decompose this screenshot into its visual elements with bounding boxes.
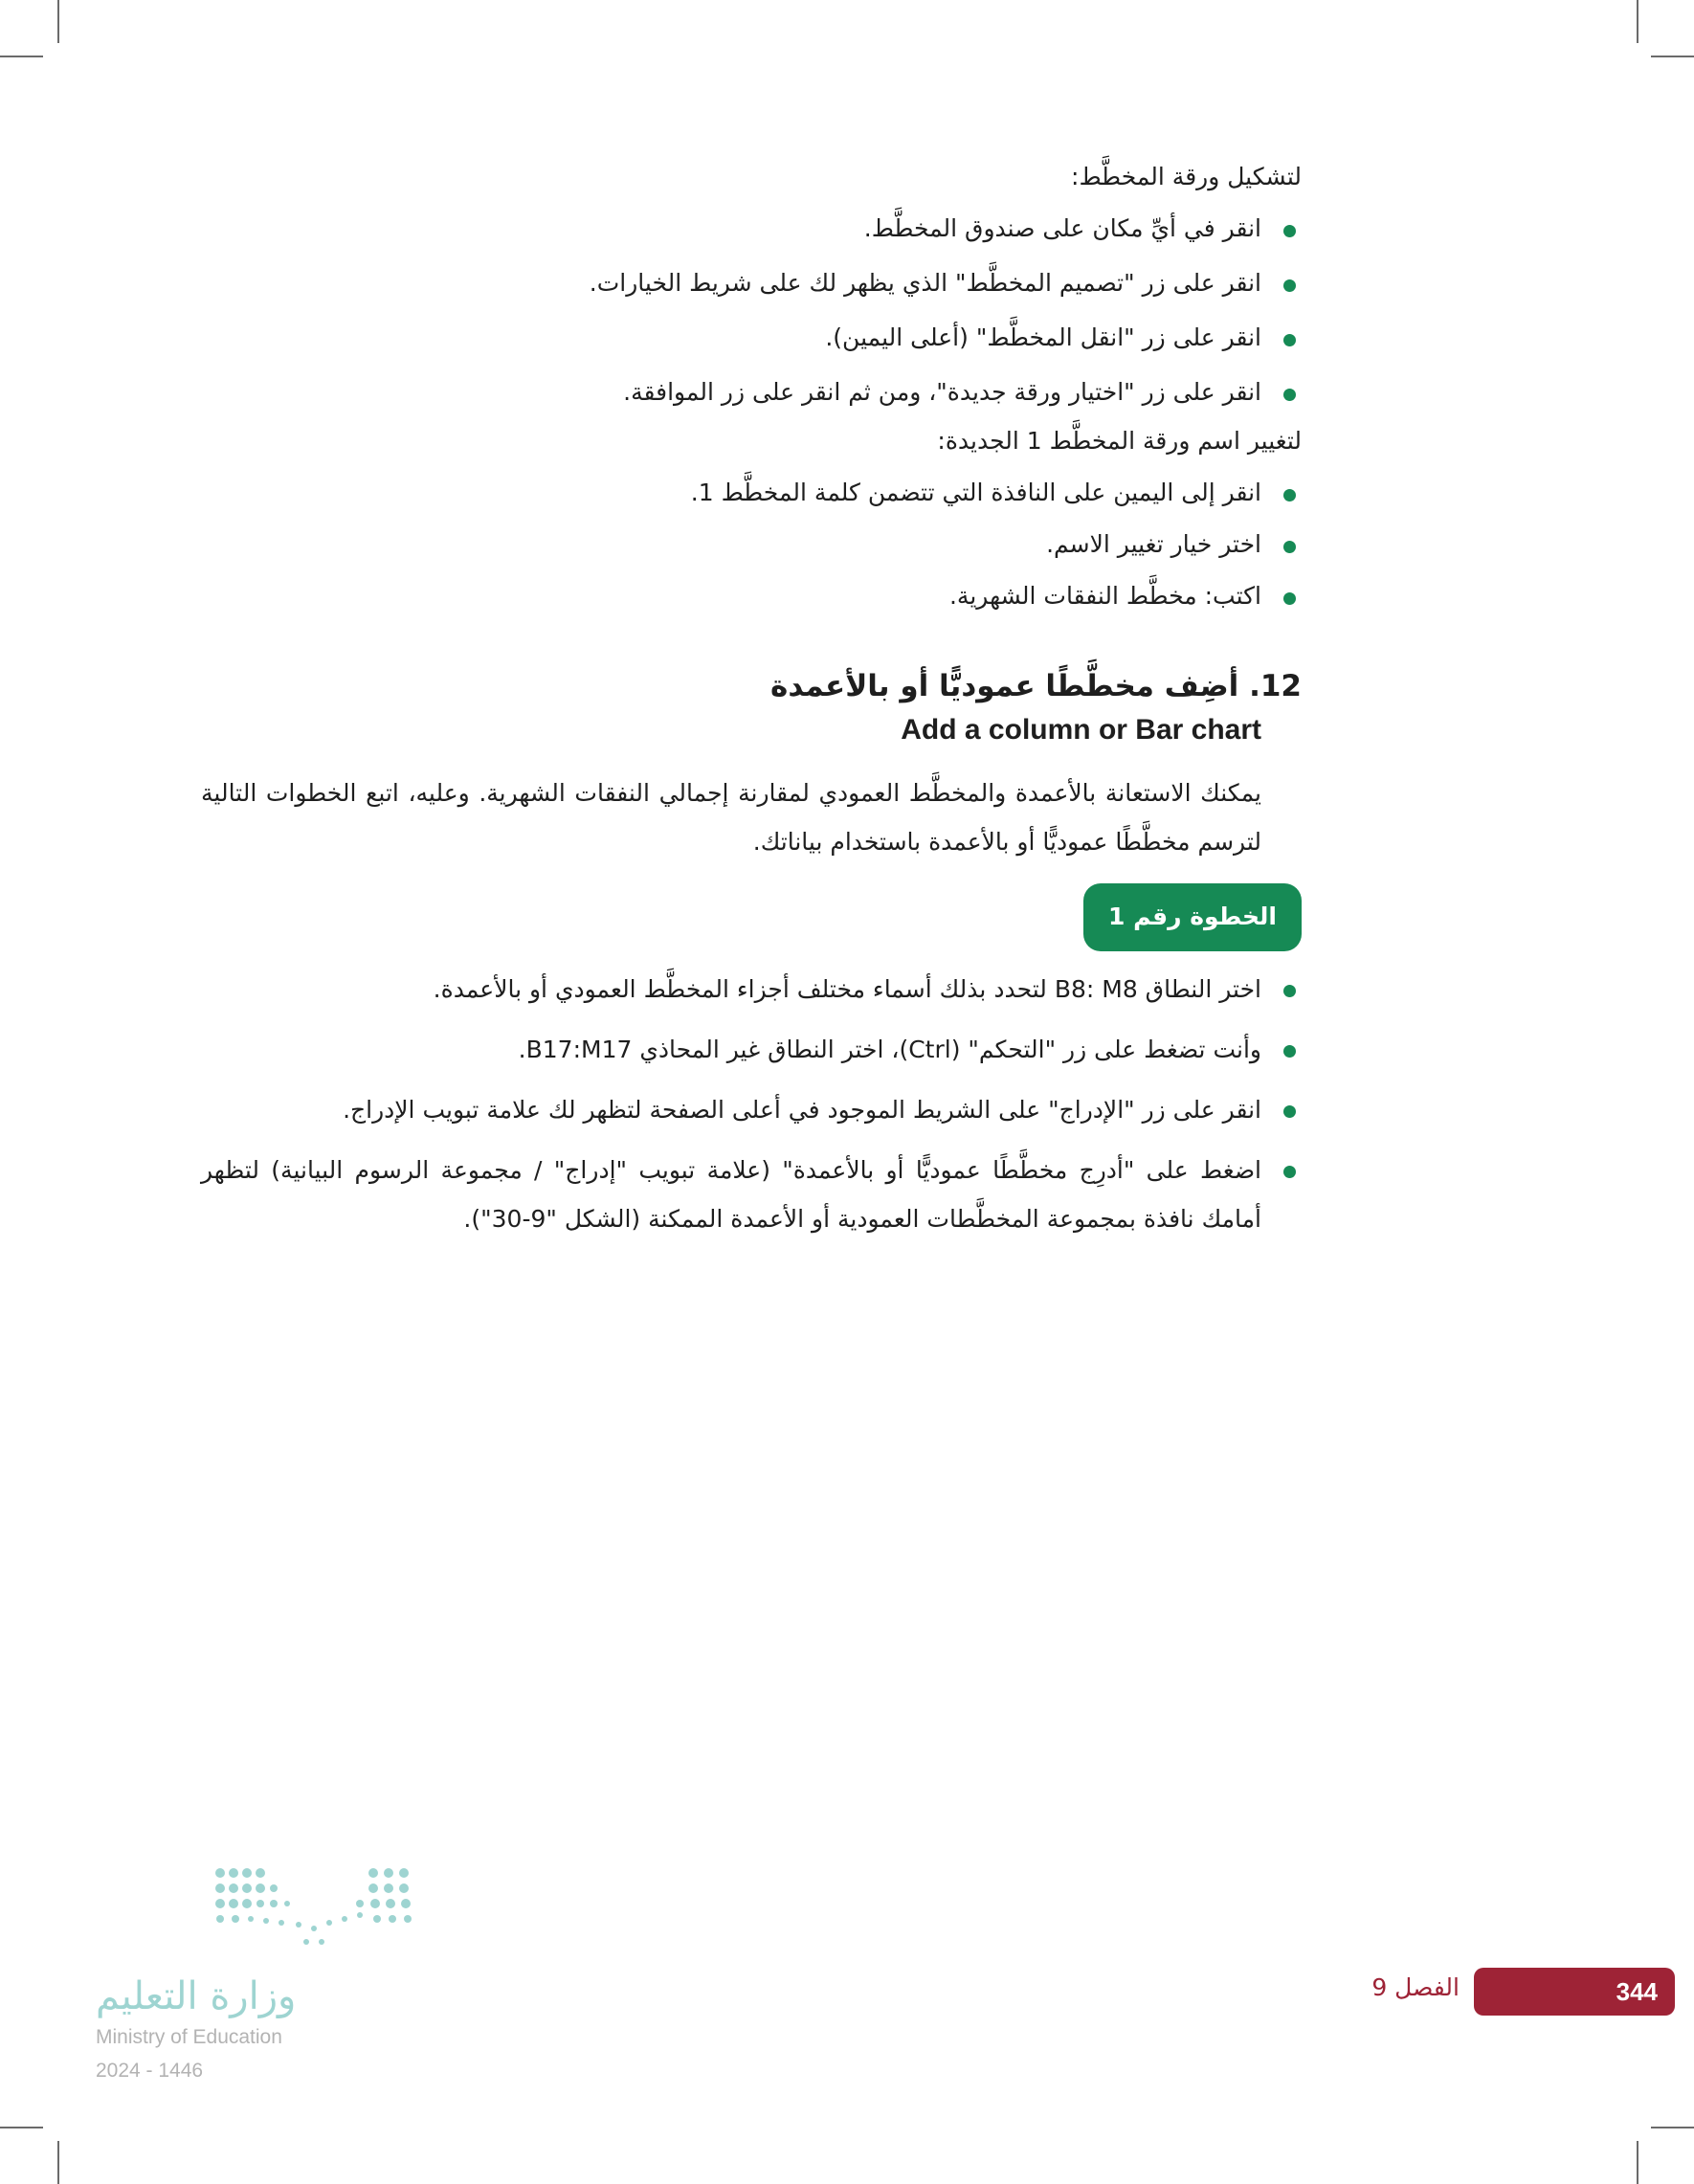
list-item: اضغط على "أدرِج مخطَّطًا عموديًّا أو بالأعمدة" (علامة تبويب "إدراج" / مجموعة الرسوم البيانية) لتظهر أمامك نافذة بمجموعة المخطَّطات العمودية أو الأعمدة الممكنة (الشكل "9-30").: [201, 1146, 1302, 1243]
list-item: انقر على زر "تصميم المخطَّط" الذي يظهر لك على شريط الخيارات.: [201, 264, 1302, 302]
crop-mark: [1637, 0, 1638, 43]
crop-mark: [57, 0, 59, 43]
bullet-icon: [1283, 1045, 1296, 1058]
list-item: انقر في أيِّ مكان على صندوق المخطَّط.: [201, 210, 1302, 248]
section-title: 12. أضِف مخطَّطًا عموديًّا أو بالأعمدة: [770, 669, 1302, 703]
page-content: [201, 158, 1302, 1255]
ministry-year: 2024 - 1446: [96, 2060, 204, 2082]
step-badge: الخطوة رقم 1: [1083, 883, 1302, 951]
format-sheet-list: [201, 210, 1302, 412]
format-sheet-heading: لتشكيل ورقة المخطَّط:: [1071, 163, 1302, 190]
bullet-icon: [1283, 1166, 1296, 1178]
bullet-icon: [1283, 389, 1296, 401]
step-list: [201, 965, 1302, 1243]
bullet-icon: [1283, 489, 1296, 501]
crop-mark: [1651, 2127, 1694, 2128]
bullet-icon: [1283, 334, 1296, 346]
rename-sheet-list: [201, 474, 1302, 615]
list-item: اختر النطاق B8: M8 لتحدد بذلك أسماء مختلف أجزاء المخطَّط العمودي أو بالأعمدة.: [201, 965, 1302, 1014]
section-title-english: Add a column or Bar chart: [901, 714, 1261, 746]
chapter-label: الفصل 9: [1371, 1973, 1460, 2001]
list-item: اكتب: مخطَّط النفقات الشهرية.: [201, 577, 1302, 615]
section-intro: يمكنك الاستعانة بالأعمدة والمخطَّط العمودي لمقارنة إجمالي النفقات الشهرية. وعليه، اتبع الخطوات التالية لترسم مخطَّطًا عموديًّا أو بالأعمدة باستخدام بياناتك.: [201, 779, 1261, 856]
bullet-icon: [1283, 541, 1296, 553]
list-item: انقر على زر "اختيار ورقة جديدة"، ومن ثم انقر على زر الموافقة.: [201, 373, 1302, 412]
crop-mark: [0, 2127, 43, 2128]
crop-mark: [1651, 56, 1694, 57]
rename-sheet-heading: لتغيير اسم ورقة المخطَّط 1 الجديدة:: [937, 427, 1302, 455]
bullet-icon: [1283, 985, 1296, 997]
bullet-icon: [1283, 225, 1296, 237]
logo-dots-icon: [211, 1861, 421, 1948]
list-item: انقر إلى اليمين على النافذة التي تتضمن كلمة المخطَّط 1.: [201, 474, 1302, 512]
list-item: وأنت تضغط على زر "التحكم" (Ctrl)، اختر النطاق غير المحاذي B17:M17.: [201, 1025, 1302, 1074]
list-item: اختر خيار تغيير الاسم.: [201, 525, 1302, 564]
ministry-name-arabic: وزارة التعليم: [96, 1974, 297, 2018]
ministry-name-english: Ministry of Education: [96, 2026, 282, 2048]
bullet-icon: [1283, 279, 1296, 292]
page-number-bar: [1474, 1968, 1675, 2016]
crop-mark: [0, 56, 43, 57]
crop-mark: [1637, 2141, 1638, 2184]
list-item: انقر على زر "الإدراج" على الشريط الموجود في أعلى الصفحة لتظهر لك علامة تبويب الإدراج.: [201, 1085, 1302, 1134]
bullet-icon: [1283, 1105, 1296, 1118]
bullet-icon: [1283, 592, 1296, 605]
crop-mark: [57, 2141, 59, 2184]
list-item: انقر على زر "انقل المخطَّط" (أعلى اليمين).: [201, 319, 1302, 357]
page-number: 344: [1616, 1977, 1658, 2006]
